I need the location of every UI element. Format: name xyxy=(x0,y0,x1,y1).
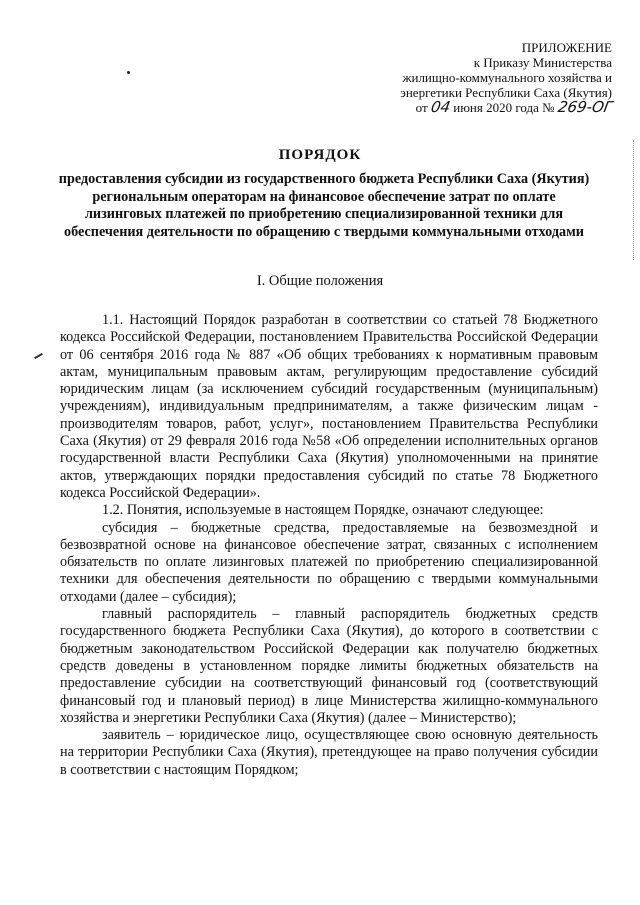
paragraph-1-2: 1.2. Понятия, используемые в настоящем Порядке, означают следующее: xyxy=(102,502,544,519)
document-subtitle: предоставления субсидии из государственного бюджета Республики Саха (Якутия) региональным операторам на финансовое обеспечение затрат по оплате лизинговых платежей по приобретению специализированной техники для обеспечения деятельности по обращению с твердыми коммунальными отходами xyxy=(58,171,590,240)
appendix-line: энергетики Республики Саха (Якутия) xyxy=(400,85,612,100)
definition-main-manager: главный распорядитель – главный распорядитель бюджетных средств государственного бюджета Республики Саха (Якутия), до которого в соответствии с бюджетным законодательством Российской Федерации как получателю бюджетных средств доведены в установленном порядке лимиты бюджетных обязательств на предоставление субсидии на соответствующий финансовый год (соответствующий финансовый год и плановый период) в лице Министерства жилищно-коммунального хозяйства и энергетики Республики Саха (Якутия) (далее – Министерство); xyxy=(60,606,598,726)
definition-subsidy: субсидия – бюджетные средства, предоставляемые на безвозмездной и безвозвратной основе на финансовое обеспечение затрат, связанных с исполнением обязательств по оплате лизинговых платежей по приобретению специализированной техники для обеспечения деятельности по обращению с твердыми коммунальными отходами (далее – субсидия); xyxy=(60,519,598,605)
appendix-date-line xyxy=(312,100,612,115)
paragraph-1-1: 1.1. Настоящий Порядок разработан в соответствии со статьей 78 Бюджетного кодекса Российской Федерации, постановлением Правительства Российской Федерации от 06 сентября 2016 года № 887 «Об общих требованиях к нормативным правовым актам, муниципальным правовым актам, регулирующим предоставление субсидий юридическим лицам (за исключением субсидий государственным (муниципальным) учреждениям), индивидуальным предпринимателям, а также физическим лицам - производителям товаров, работ, услуг», постановлением Правительства Республики Саха (Якутия) от 29 февраля 2016 года №58 «Об определении исполнительных органов государственной власти Республики Саха (Якутия) уполномоченными на принятие актов, утверждающих порядки предоставления субсидий по статье 78 Бюджетного кодекса Российской Федерации». xyxy=(60,312,598,501)
scan-margin-mark xyxy=(34,353,43,359)
appendix-block xyxy=(312,40,612,115)
date-prefix: от xyxy=(415,100,428,115)
scan-dot-mark xyxy=(127,71,130,74)
handwritten-order-number: 269-ОГ xyxy=(556,98,614,116)
document-title: ПОРЯДОК xyxy=(278,147,362,163)
section-title: I. Общие положения xyxy=(256,273,384,289)
handwritten-day: 04 xyxy=(429,98,452,116)
appendix-line: к Приказу Министерства xyxy=(473,55,612,70)
appendix-line: жилищно-коммунального хозяйства и xyxy=(402,70,612,85)
appendix-heading: ПРИЛОЖЕНИЕ xyxy=(521,40,612,55)
document-body xyxy=(60,312,598,779)
definition-applicant: заявитель – юридическое лицо, осуществляющее свою основную деятельность на территории Республики Саха (Якутия), претендующее на право получения субсидии в соответствии с настоящим Порядком; xyxy=(60,727,598,778)
date-middle: июня 2020 года № xyxy=(453,100,555,115)
